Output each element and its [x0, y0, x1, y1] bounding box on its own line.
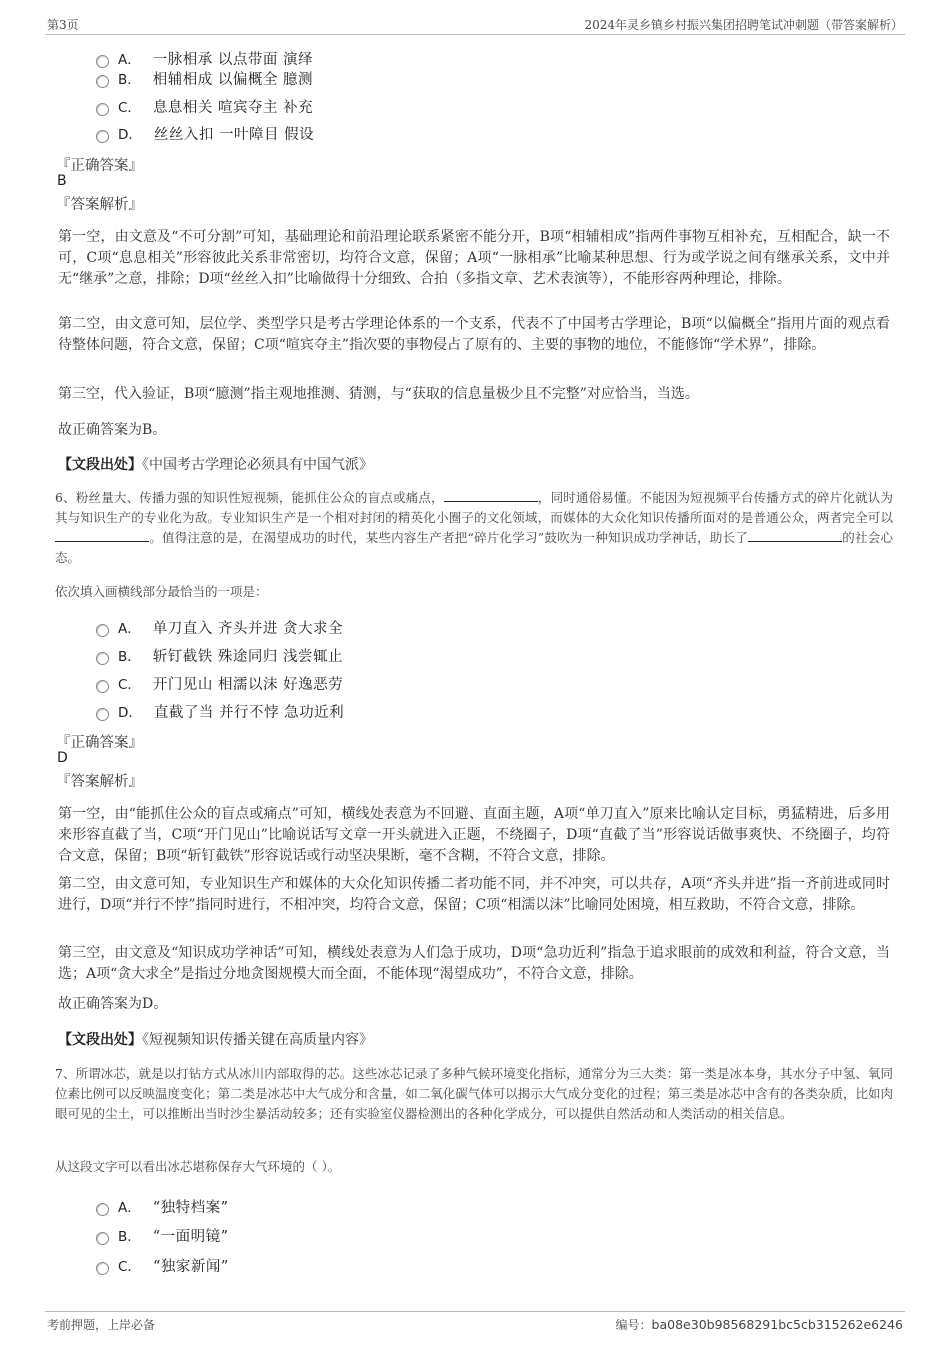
radio-icon[interactable] — [96, 652, 109, 665]
option-letter: A． — [118, 52, 141, 68]
option-text: “一面明镜” — [152, 1229, 229, 1245]
source-title: 《短视频知识传播关键在高质量内容》 — [142, 1032, 373, 1048]
q6-option-a[interactable] — [96, 617, 343, 639]
option-text: 息息相关 喧宾夺主 补充 — [152, 100, 314, 116]
q5-analysis-conclusion: 故正确答案为B。 — [58, 422, 167, 438]
option-text: 直截了当 并行不悖 急功近利 — [153, 705, 345, 721]
page-header — [45, 14, 905, 35]
source-title: 《中国考古学理论必须具有中国气派》 — [142, 457, 373, 473]
q6-analysis-label: 『答案解析』 — [56, 774, 143, 790]
code-value: ba08e30b98568291bc5cb315262e6246 — [651, 1317, 903, 1332]
q6-analysis-paragraph-3: 第三空，由文意及“知识成功学神话”可知，横线处表意为人们急于成功，D项“急功近利”指急于追求眼前的成效和利益，符合文意，当选；A项“贪大求全”是指过分地贪图规模大而全面，不能体现“渴望成功”，不符合文意，排除。 — [58, 945, 890, 982]
option-text: 相辅相成 以偏概全 臆测 — [152, 72, 313, 88]
q6-answer: D — [57, 750, 68, 766]
option-letter: D． — [118, 705, 142, 721]
option-text: “独家新闻” — [152, 1259, 229, 1275]
option-text: 单刀直入 齐头并进 贪大求全 — [152, 621, 343, 637]
option-letter: C． — [118, 1259, 141, 1275]
q5-analysis-label: 『答案解析』 — [56, 197, 143, 213]
document-code — [616, 1316, 903, 1333]
q6-stem-part-3: 。值得注意的是，在渴望成功的时代，某些内容生产者把“碎片化学习”鼓吹为一种知识成功学神话，助长了 — [149, 530, 749, 545]
q6-prompt: 依次填入画横线部分最恰当的一项是： — [55, 584, 268, 599]
q6-stem-part-1: 6、粉丝量大、传播力强的知识性短视频，能抓住公众的盲点或痛点， — [55, 490, 444, 505]
q5-answer: B — [57, 173, 67, 189]
radio-icon[interactable] — [96, 1232, 109, 1245]
option-letter: D． — [118, 127, 142, 143]
q6-blank-1 — [444, 489, 538, 502]
q7-option-b[interactable] — [96, 1225, 229, 1247]
radio-icon[interactable] — [96, 130, 109, 143]
q6-analysis-paragraph-2: 第二空，由文意可知，专业知识生产和媒体的大众化知识传播二者功能不同，并不冲突，可以共存，A项“齐头并进”指一齐前进或同时进行，D项“并行不悖”指同时进行，不相冲突，均符合文意，保留；C项“相濡以沫”比喻同处困境，相互救助，不符合文意，排除。 — [58, 876, 890, 913]
option-text: 丝丝入扣 一叶障目 假设 — [153, 127, 315, 143]
q6-source — [58, 1029, 373, 1049]
option-text: “独特档案” — [152, 1200, 229, 1216]
option-text: 开门见山 相濡以沫 好逸恶劳 — [152, 677, 344, 693]
option-letter: A． — [118, 1200, 141, 1216]
q6-stem-part-2: ，同时通俗易懂。不能因为短视频平台传播方式的碎片化就认为其与知识生产的专业化为敌。专业知识生产是一个相对封闭的精英化小圈子的文化领域，而媒体的大众化知识传播所面对的是普通公众，两者完全可以 — [55, 490, 893, 525]
q7-option-c[interactable] — [96, 1255, 229, 1277]
q6-option-c[interactable] — [96, 673, 343, 695]
q6-stem — [55, 488, 893, 568]
q5-analysis-paragraph-1: 第一空，由文意及“不可分割”可知，基础理论和前沿理论联系紧密不能分开，B项“相辅相成”指两件事物互相补充，互相配合，缺一不可，C项“息息相关”形容彼此关系非常密切，均符合文意，保留；A项“一脉相承”比喻某种思想、行为或学说之间有继承关系，文中并无“继承”之意，排除；D项“丝丝入扣”比喻做得十分细致、合拍（多指文章、艺术表演等），不能形容两种理论，排除。 — [58, 229, 890, 287]
footer-slogan: 考前押题，上岸必备 — [47, 1318, 156, 1332]
q5-option-a[interactable] — [96, 48, 313, 70]
q7-stem: 7、所谓冰芯，就是以打钻方式从冰川内部取得的芯。这些冰芯记录了多种气候环境变化指标，通常分为三大类：第一类是冰本身，其水分子中氢、氧同位素比例可以反映温度变化；第二类是冰芯中大气成分和含量，如二氧化碳气体可以揭示大气成分变化的过程；第三类是冰芯中含有的各类杂质，比如肉眼可见的尘土，可以推断出当时沙尘暴活动较多；还有实验室仪器检测出的各种化学成分，可以提供自然活动和人类活动的相关信息。 — [55, 1066, 893, 1121]
option-letter: B． — [118, 1229, 141, 1245]
source-label: 【文段出处】 — [58, 457, 142, 473]
document-title: 2024年灵乡镇乡村振兴集团招聘笔试冲刺题（带答案解析） — [584, 18, 903, 32]
q7-option-a[interactable] — [96, 1196, 229, 1218]
q6-analysis-conclusion: 故正确答案为D。 — [58, 996, 168, 1012]
code-label: 编号： — [615, 1318, 652, 1332]
radio-icon[interactable] — [96, 708, 109, 721]
q5-analysis-paragraph-3: 第三空，代入验证，B项“臆测”指主观地推测、猜测，与“获取的信息量极少且不完整”对应恰当，当选。 — [58, 386, 699, 402]
radio-icon[interactable] — [96, 103, 109, 116]
source-label: 【文段出处】 — [58, 1032, 142, 1048]
radio-icon[interactable] — [96, 624, 109, 637]
option-letter: B． — [118, 72, 141, 88]
q5-option-c[interactable] — [96, 96, 313, 118]
page-number: 第3页 — [47, 18, 79, 32]
option-letter: C． — [118, 100, 141, 116]
option-letter: C． — [118, 677, 141, 693]
q6-blank-2 — [55, 529, 149, 542]
option-letter: A． — [118, 621, 141, 637]
q5-source — [58, 454, 373, 474]
radio-icon[interactable] — [96, 55, 109, 68]
q6-analysis-paragraph-1: 第一空，由“能抓住公众的盲点或痛点”可知，横线处表意为不回避、直面主题，A项“单刀直入”原来比喻认定目标，勇猛精进，后多用来形容直截了当，C项“开门见山”比喻说话写文章一开头就进入正题，不绕圈子，D项“直截了当”形容说话做事爽快、不绕圈子，均符合文意，保留；B项“斩钉截铁”形容说话或行动坚决果断，毫不含糊，不符合文意，排除。 — [58, 806, 890, 864]
q5-analysis-paragraph-2: 第二空，由文意可知，层位学、类型学只是考古学理论体系的一个支系，代表不了中国考古学理论，B项“以偏概全”指用片面的观点看待整体问题，符合文意，保留；C项“喧宾夺主”指次要的事物侵占了原有的、主要的事物的地位，不能修饰“学术界”，排除。 — [58, 316, 890, 353]
radio-icon[interactable] — [96, 1203, 109, 1216]
option-text: 斩钉截铁 殊途同归 浅尝辄止 — [152, 649, 343, 665]
q5-option-d[interactable] — [96, 123, 314, 145]
q6-blank-3 — [748, 529, 842, 542]
q6-option-b[interactable] — [96, 645, 343, 667]
q6-option-d[interactable] — [96, 701, 344, 723]
radio-icon[interactable] — [96, 75, 109, 88]
radio-icon[interactable] — [96, 1262, 109, 1275]
page-footer — [45, 1311, 905, 1336]
q5-option-b[interactable] — [96, 68, 313, 90]
option-letter: B． — [118, 649, 141, 665]
q6-stem-part-4: 的社会心态。 — [55, 530, 893, 565]
radio-icon[interactable] — [96, 680, 109, 693]
q6-answer-label: 『正确答案』 — [56, 735, 143, 751]
q5-answer-label: 『正确答案』 — [56, 158, 143, 174]
option-text: 一脉相承 以点带面 演绎 — [152, 52, 313, 68]
q7-prompt: 从这段文字可以看出冰芯堪称保存大气环境的（ ）。 — [55, 1159, 341, 1174]
